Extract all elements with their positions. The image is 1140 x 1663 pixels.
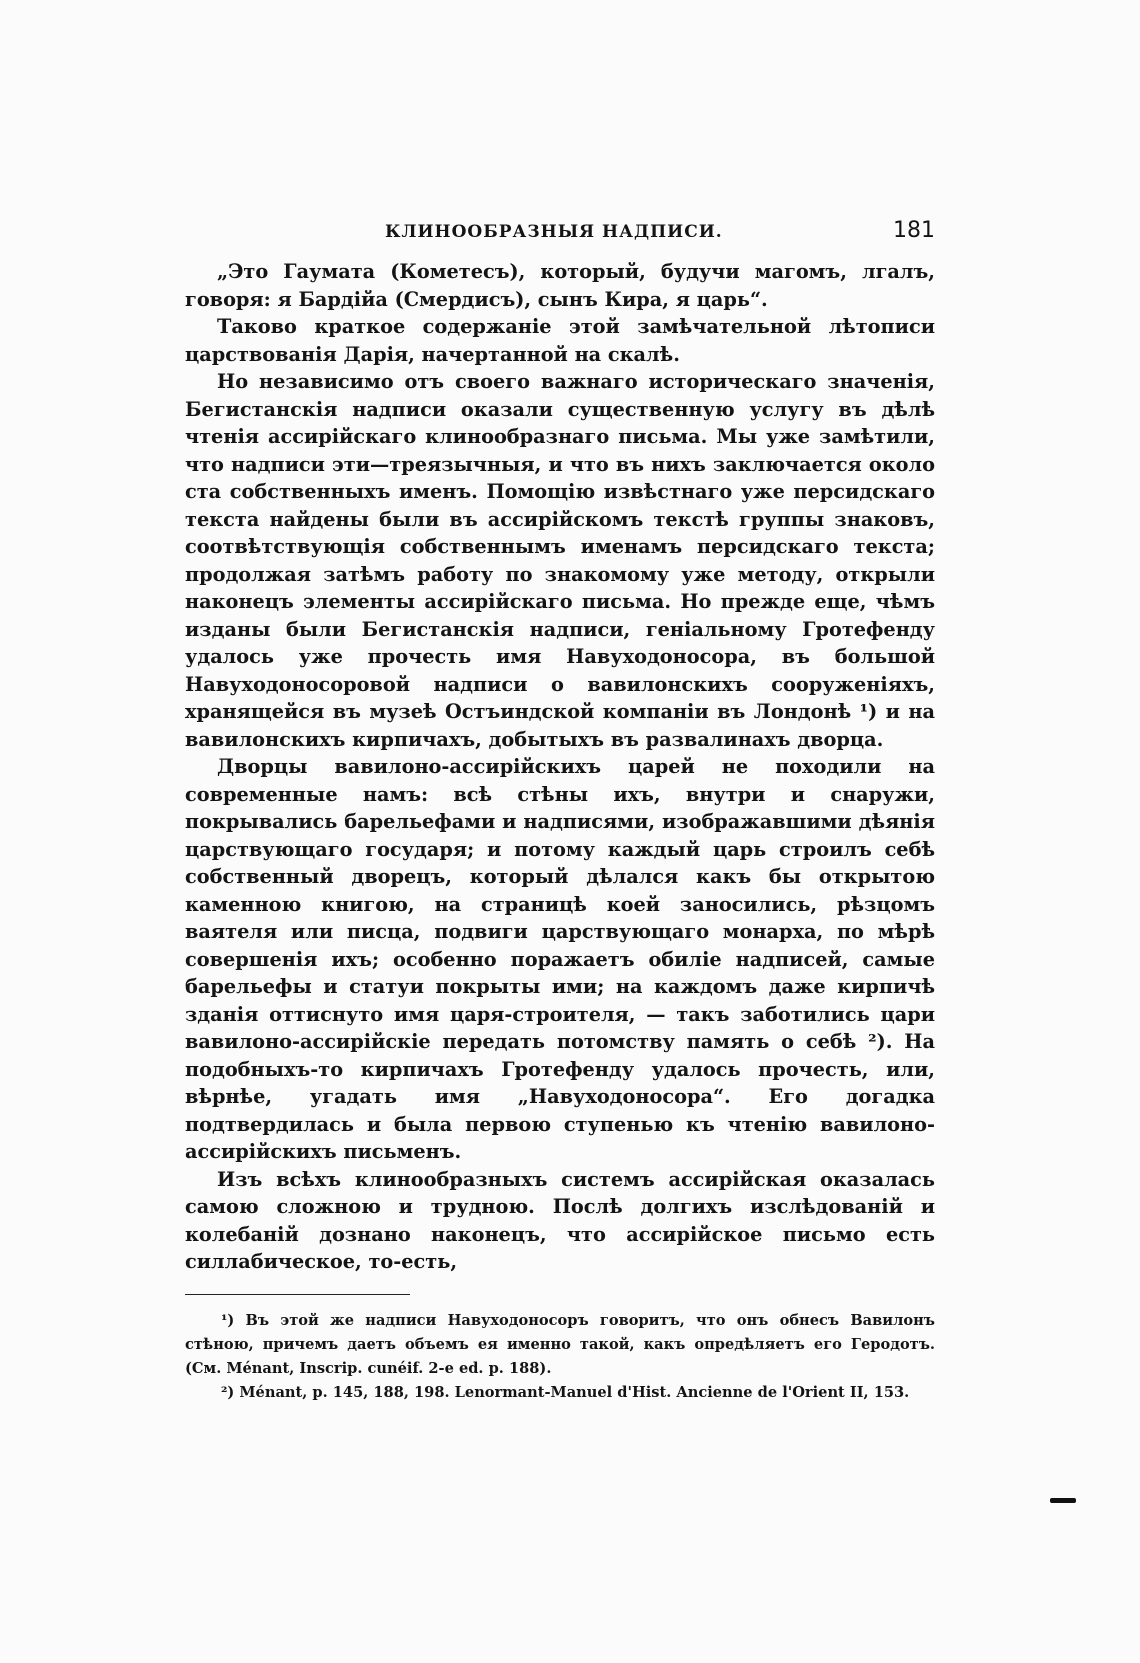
body-text <box>185 258 935 1276</box>
footnotes <box>185 1309 935 1405</box>
footnote-2 <box>185 1381 935 1405</box>
scan-margin-mark <box>1050 1498 1076 1503</box>
page-header <box>185 218 935 258</box>
footnote-text: Въ этой же надписи Навуходоносоръ говоритъ, что онъ обнесъ Вавилонъ стѣною, причемъ даетъ объемъ ея именно такой, какъ опредѣляетъ его Геродотъ. (См. Ménant, Inscrip. cunéif. 2-e ed. p. 188). <box>185 1311 935 1377</box>
footnote-marker: ¹) <box>221 1311 235 1329</box>
paragraph-quote: „Это Гаумата (Кометесъ), который, будучи магомъ, лгалъ, говоря: я Бардійа (Смердисъ), сынъ Кира, я царь“. <box>185 260 935 311</box>
footnote-text: Ménant, p. 145, 188, 198. Lenormant-Manuel d'Hist. Ancienne de l'Orient II, 153. <box>239 1383 910 1401</box>
footnote-divider <box>185 1294 410 1295</box>
footnote-1 <box>185 1309 935 1381</box>
page-number: 181 <box>893 218 935 243</box>
book-page <box>185 218 935 1405</box>
paragraph-syllabic: Изъ всѣхъ клинообразныхъ системъ ассирійская оказалась самою сложною и трудною. Послѣ долгихъ изслѣдованій и колебаній дознано наконецъ, что ассирійское письмо есть силлабическое, то-есть, <box>185 1167 935 1273</box>
paragraph-behistun: Но независимо отъ своего важнаго историческаго значенія, Бегистанскія надписи оказали существенную услугу въ дѣлѣ чтенія ассирійскаго клинообразнаго письма. Мы уже замѣтили, что надписи эти—треязычныя, и что въ нихъ заключается около ста собственныхъ именъ. Помощію извѣстнаго уже персидскаго текста найдены были въ ассирійскомъ текстѣ группы знаковъ, соотвѣтствующія собственнымъ именамъ персидскаго текста; продолжая затѣмъ работу по знакомому уже методу, открыли наконецъ элементы ассирійскаго письма. Но прежде еще, чѣмъ изданы были Бегистанскія надписи, геніальному Гротефенду удалось уже прочесть имя Навуходоносора, въ большой Навуходоносоровой надписи о вавилонскихъ сооруженіяхъ, хранящейся въ музеѣ Остъиндской компаніи въ Лондонѣ ¹) и на вавилонскихъ кирпичахъ, добытыхъ въ развалинахъ дворца. <box>185 370 935 751</box>
paragraph-summary: Таково краткое содержаніе этой замѣчательной лѣтописи царствованія Дарія, начертанной на скалѣ. <box>185 315 935 366</box>
paragraph-palaces: Дворцы вавилоно-ассирійскихъ царей не походили на современные намъ: всѣ стѣны ихъ, внутри и снаружи, покрывались барельефами и надписями, изображавшими дѣянія царствующаго государя; и потому каждый царь строилъ себѣ собственный дворецъ, который дѣлался какъ бы открытою каменною книгою, на страницѣ коей заносились, рѣзцомъ ваятеля или писца, подвиги царствующаго монарха, по мѣрѣ совершенія ихъ; особенно поражаетъ обиліе надписей, самые барельефы и статуи покрыты ими; на каждомъ даже кирпичѣ зданія оттиснуто имя царя-строителя, — такъ заботились цари вавилоно-ассирійскіе передать потомству память о себѣ ²). На подобныхъ-то кирпичахъ Гротефенду удалось прочесть, или, вѣрнѣе, угадать имя „Навуходоносора“. Его догадка подтвердилась и была первою ступенью къ чтенію вавилоно-ассирійскихъ письменъ. <box>185 755 935 1163</box>
footnote-marker: ²) <box>221 1383 235 1401</box>
running-title: КЛИНООБРАЗНЫЯ НАДПИСИ. <box>385 222 723 242</box>
